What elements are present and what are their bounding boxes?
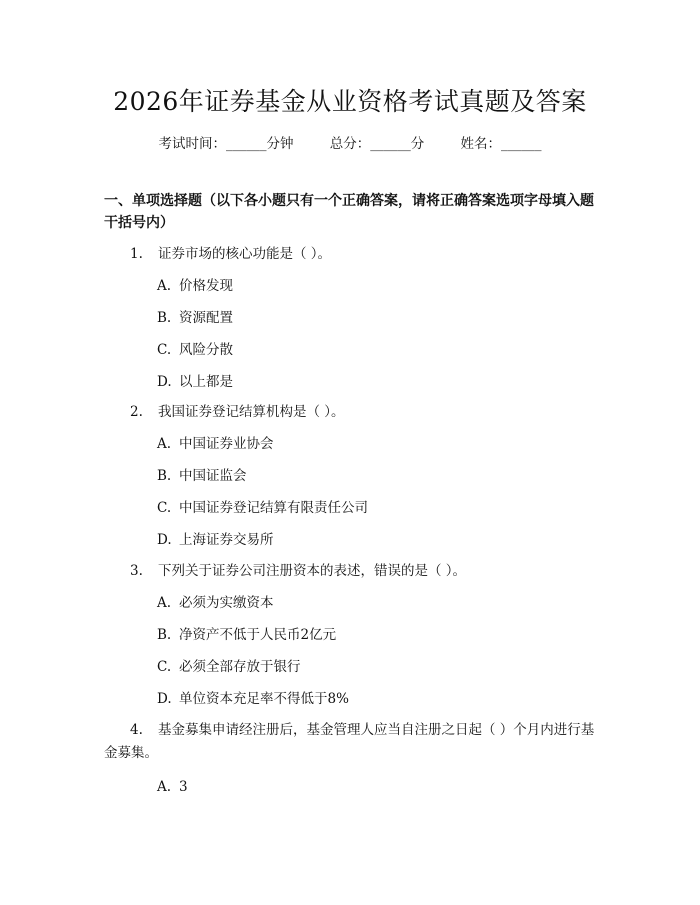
question-3 — [104, 560, 598, 583]
total-score-field: 总分：______分 — [329, 136, 425, 152]
option-text: 中国证券业协会 — [179, 436, 274, 452]
question-1 — [104, 243, 598, 266]
question-number: 4. — [130, 722, 143, 738]
question-2 — [104, 401, 598, 424]
option-text: 必须全部存放于银行 — [179, 659, 301, 675]
option-1a — [157, 276, 233, 296]
option-3c — [157, 657, 301, 677]
option-text: 价格发现 — [179, 278, 233, 294]
option-letter: B. — [157, 310, 172, 326]
option-text: 3 — [179, 779, 188, 795]
option-2b — [157, 466, 247, 486]
option-letter: B. — [157, 468, 172, 484]
option-letter: D. — [157, 532, 172, 548]
exam-time-field: 考试时间：______分钟 — [158, 136, 294, 152]
question-number: 1. — [130, 246, 143, 262]
option-1d — [157, 372, 233, 392]
option-letter: C. — [157, 659, 172, 675]
option-3b — [157, 625, 336, 645]
option-letter: A. — [157, 436, 172, 452]
option-letter: C. — [157, 342, 172, 358]
option-2d — [157, 530, 274, 550]
option-letter: B. — [157, 627, 172, 643]
question-number: 2. — [130, 404, 143, 420]
option-text: 净资产不低于人民币2亿元 — [179, 627, 337, 643]
option-text: 以上都是 — [179, 374, 233, 390]
question-4 — [104, 719, 598, 765]
option-text: 资源配置 — [179, 310, 233, 326]
option-1c — [157, 340, 233, 360]
option-text: 中国证监会 — [179, 468, 247, 484]
question-text: 我国证券登记结算机构是（ ）。 — [158, 404, 345, 420]
option-text: 中国证券登记结算有限责任公司 — [179, 500, 368, 516]
option-letter: A. — [157, 595, 172, 611]
option-text: 单位资本充足率不得低于8% — [179, 691, 349, 707]
option-letter: C. — [157, 500, 172, 516]
exam-info — [0, 132, 700, 152]
option-2a — [157, 434, 274, 454]
question-text: 基金募集申请经注册后，基金管理人应当自注册之日起（ ）个月内进行基金募集。 — [104, 722, 595, 761]
option-letter: D. — [157, 691, 172, 707]
option-3a — [157, 593, 274, 613]
option-text: 风险分散 — [179, 342, 233, 358]
section-title: 一、单项选择题（以下各小题只有一个正确答案，请将正确答案选项字母填入题干括号内） — [104, 193, 594, 231]
option-text: 上海证券交易所 — [179, 532, 274, 548]
question-number: 3. — [130, 563, 143, 579]
page-title: 2026年证券基金从业资格考试真题及答案 — [113, 87, 587, 116]
option-2c — [157, 498, 368, 518]
option-4a — [157, 777, 188, 797]
option-text: 必须为实缴资本 — [179, 595, 274, 611]
option-letter: A. — [157, 779, 172, 795]
option-letter: D. — [157, 374, 172, 390]
question-text: 证券市场的核心功能是（ ）。 — [158, 246, 332, 262]
option-letter: A. — [157, 278, 172, 294]
option-1b — [157, 308, 233, 328]
question-text: 下列关于证券公司注册资本的表述，错误的是（ ）。 — [158, 563, 467, 579]
name-field: 姓名：______ — [460, 136, 542, 152]
option-3d — [157, 689, 349, 709]
